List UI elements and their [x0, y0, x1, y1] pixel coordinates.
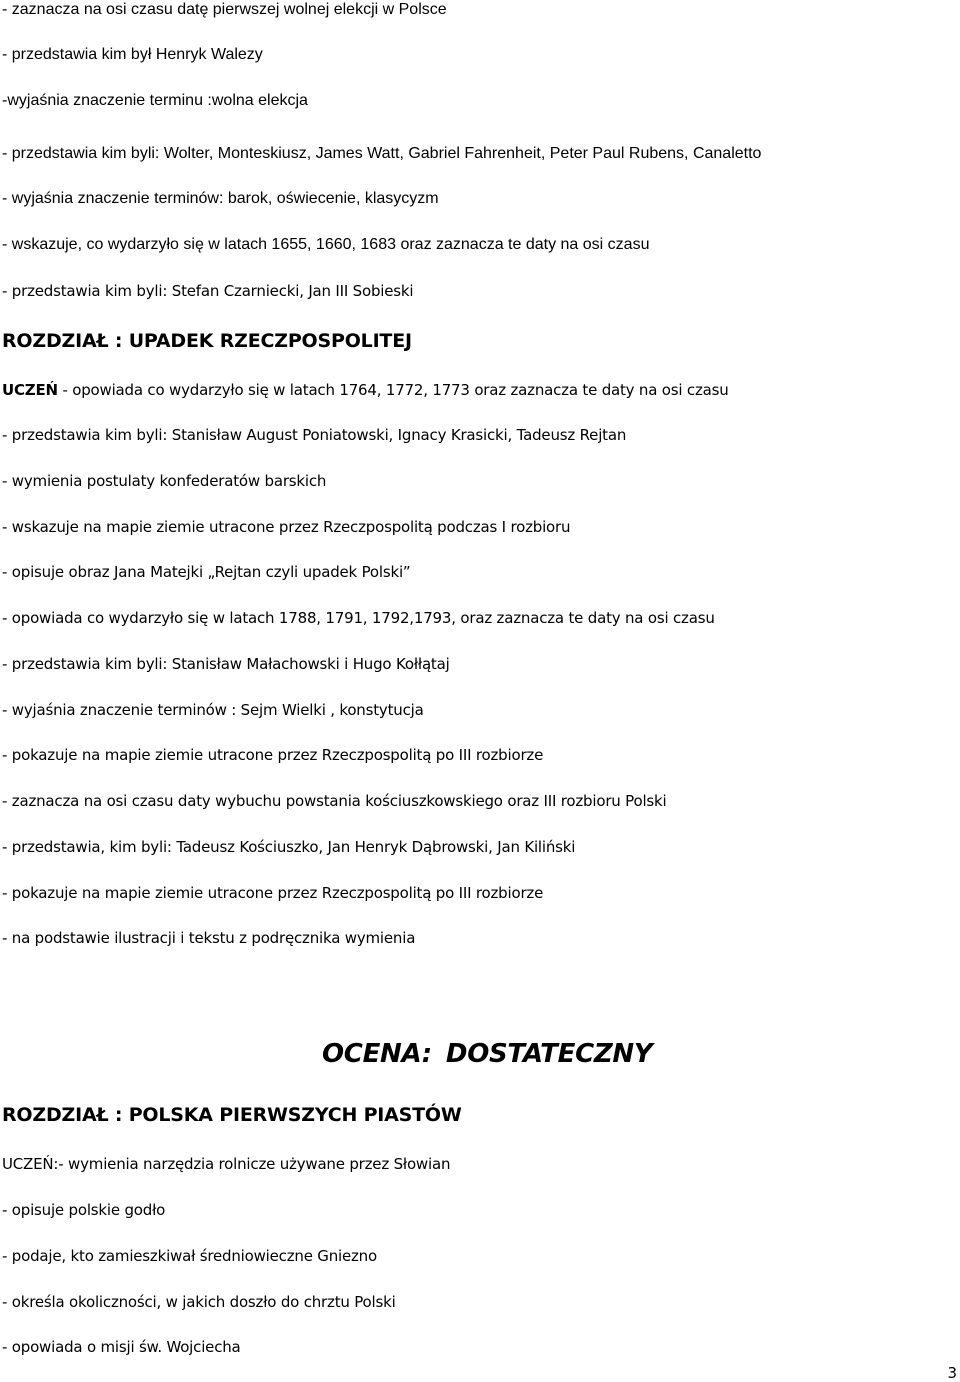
- list-item: - przedstawia kim był Henryk Walezy: [2, 46, 263, 63]
- lead-line: UCZEŃ:- wymienia narzędzia rolnicze używane przez Słowian: [2, 1155, 451, 1173]
- list-item: - opisuje obraz Jana Matejki „Rejtan czyli upadek Polski”: [2, 563, 411, 581]
- section-heading-piastow: ROZDZIAŁ : POLSKA PIERWSZYCH PIASTÓW: [2, 1104, 462, 1126]
- list-item: - przedstawia, kim byli: Tadeusz Kościuszko, Jan Henryk Dąbrowski, Jan Kiliński: [2, 838, 576, 856]
- list-item: - wymienia postulaty konfederatów barskich: [2, 472, 327, 490]
- list-item: - na podstawie ilustracji i tekstu z podręcznika wymienia: [2, 929, 416, 947]
- list-item: - pokazuje na mapie ziemie utracone przez Rzeczpospolitą po III rozbiorze: [2, 884, 544, 902]
- list-item: -wyjaśnia znaczenie terminu :wolna elekcja: [2, 92, 308, 109]
- list-item: - określa okoliczności, w jakich doszło do chrztu Polski: [2, 1293, 396, 1311]
- list-item: - opowiada co wydarzyło się w latach 1788, 1791, 1792,1793, oraz zaznacza te daty na osi czasu: [2, 609, 715, 627]
- list-item: - pokazuje na mapie ziemie utracone przez Rzeczpospolitą po III rozbiorze: [2, 746, 544, 764]
- grade-value: DOSTATECZNY: [445, 1039, 653, 1069]
- list-item: - wyjaśnia znaczenie terminów : Sejm Wielki , konstytucja: [2, 701, 424, 719]
- list-item: - przedstawia kim byli: Wolter, Monteskiusz, James Watt, Gabriel Fahrenheit, Peter Paul Rubens, Canaletto: [2, 145, 762, 162]
- lead-label: UCZEŃ: [2, 381, 58, 399]
- list-item: - wskazuje, co wydarzyło się w latach 1655, 1660, 1683 oraz zaznacza te daty na osi czasu: [2, 236, 650, 253]
- grade-label: OCENA:: [322, 1039, 432, 1069]
- list-item: - zaznacza na osi czasu daty wybuchu powstania kościuszkowskiego oraz III rozbioru Polski: [2, 792, 667, 810]
- list-item: - zaznacza na osi czasu datę pierwszej wolnej elekcji w Polsce: [2, 1, 447, 18]
- lead-text: - opowiada co wydarzyło się w latach 1764, 1772, 1773 oraz zaznacza te daty na osi czasu: [57, 381, 729, 399]
- list-item: - przedstawia kim byli: Stanisław Małachowski i Hugo Kołłątaj: [2, 655, 450, 673]
- grade-heading: [322, 1038, 652, 1070]
- list-item: - opisuje polskie godło: [2, 1201, 166, 1219]
- list-item: - opowiada o misji św. Wojciecha: [2, 1338, 241, 1356]
- list-item: - wskazuje na mapie ziemie utracone przez Rzeczpospolitą podczas I rozbioru: [2, 518, 571, 536]
- list-item: - przedstawia kim byli: Stanisław August Poniatowski, Ignacy Krasicki, Tadeusz Rejtan: [2, 426, 627, 444]
- lead-line: [2, 380, 729, 400]
- list-item: - podaje, kto zamieszkiwał średniowieczne Gniezno: [2, 1247, 377, 1265]
- page-number: 3: [947, 1364, 957, 1382]
- list-item: - przedstawia kim byli: Stefan Czarniecki, Jan III Sobieski: [2, 282, 414, 300]
- section-heading-upadek: ROZDZIAŁ : UPADEK RZECZPOSPOLITEJ: [2, 330, 412, 352]
- list-item: - wyjaśnia znaczenie terminów: barok, oświecenie, klasycyzm: [2, 190, 439, 207]
